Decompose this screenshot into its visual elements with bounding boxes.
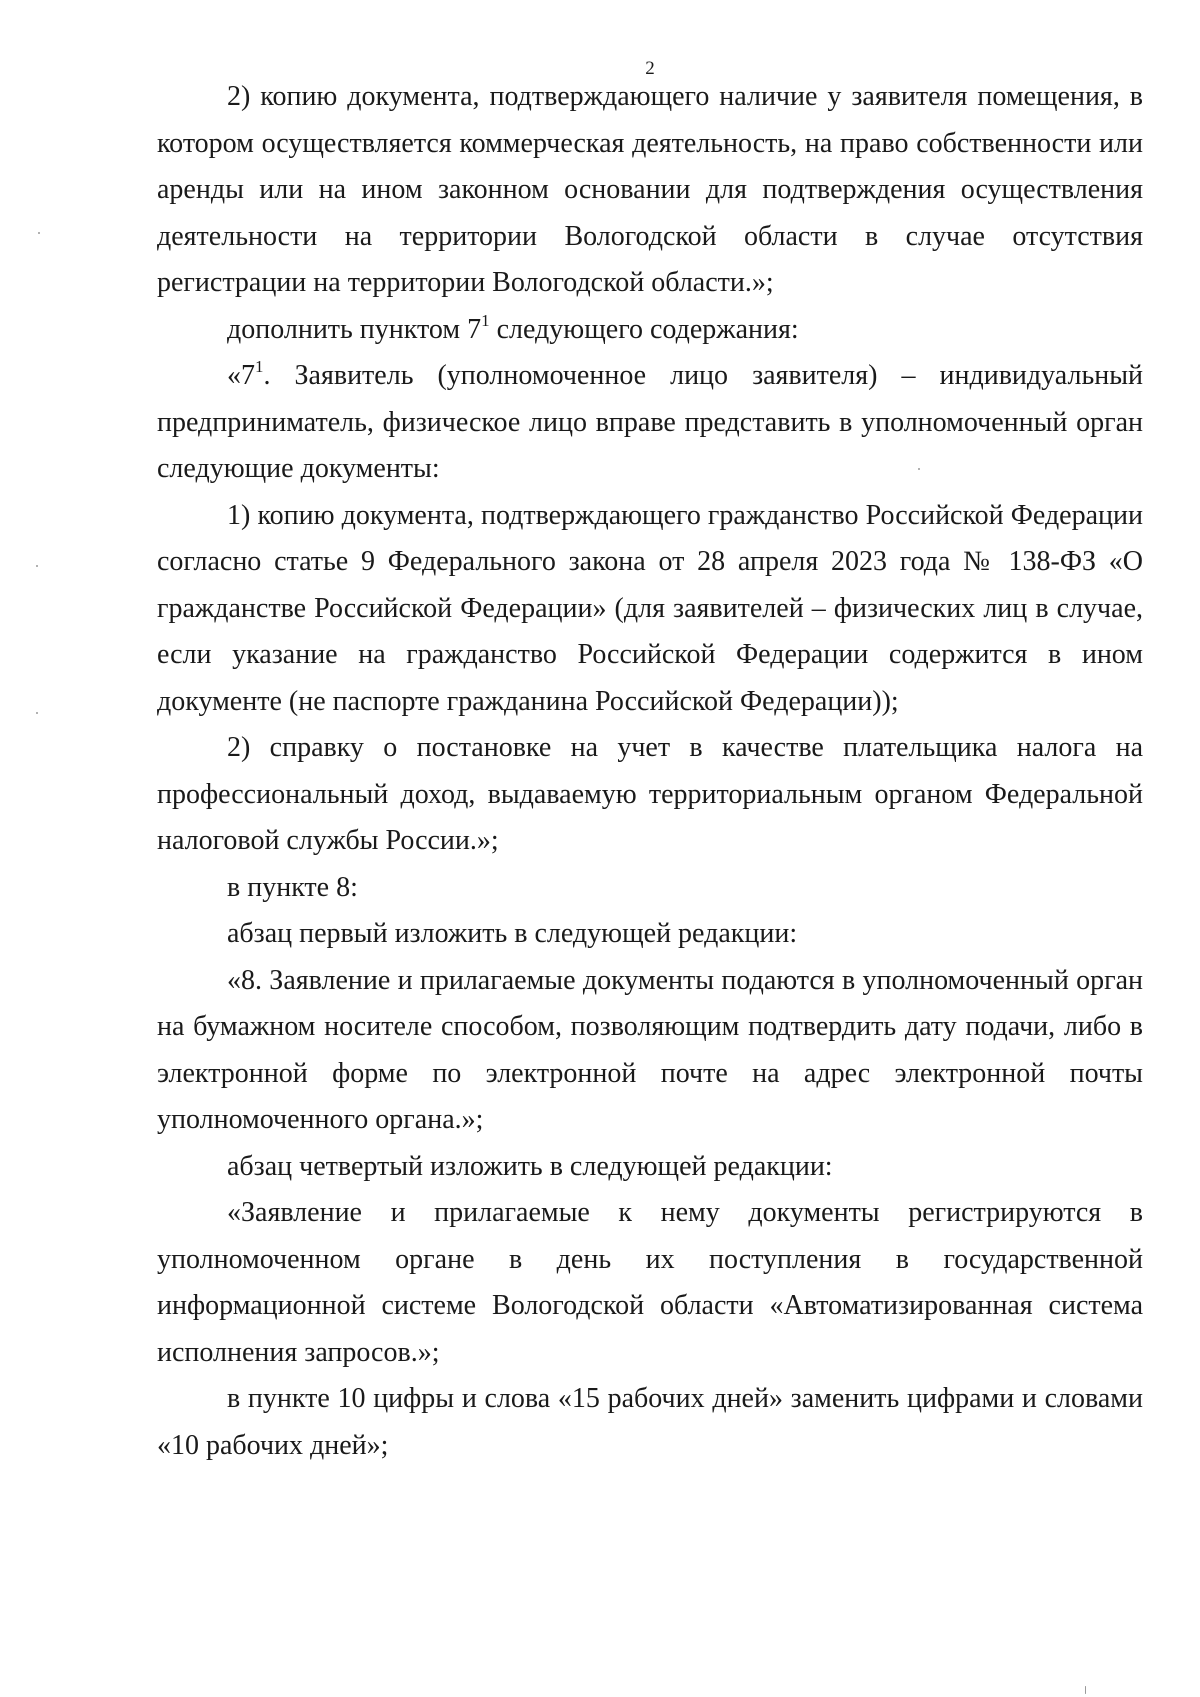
paragraph-point-10: в пункте 10 цифры и слова «15 рабочих дней» заменить цифрами и словами «10 рабочих дней»; xyxy=(157,1383,1143,1461)
paragraph-item-2-premises-document: 2) копию документа, подтверждающего наличие у заявителя помещения, в котором осуществляется коммерческая деятельность, на право собственности или аренды или на ином законном основании для подтверждения осуществления деятельности на территории Вологодской области в случае отсутствия регистрации на территории Вологодской области.»; xyxy=(157,81,1143,298)
document-body xyxy=(157,74,1143,1469)
paragraph-fourth-abzac: абзац четвертый изложить в следующей редакции: xyxy=(227,1150,833,1182)
paragraph-item-1-citizenship: 1) копию документа, подтверждающего гражданство Российской Федерации согласно статье 9 Федерального закона от 28 апреля 2023 года № 138-ФЗ «О гражданстве Российской Федерации» (для заявителей – физических лиц в случае, если указание на гражданство Российской Федерации содержится в ином документе (не паспорте гражданина Российской Федерации)); xyxy=(157,499,1143,717)
scan-speck xyxy=(38,232,40,234)
superscript: 1 xyxy=(255,357,264,376)
paragraph-add-point-7-1 xyxy=(157,307,1143,354)
paragraph-point-7-1 xyxy=(157,353,1143,493)
paragraph-text-before: «7 xyxy=(227,360,255,391)
paragraph-item-2-tax-certificate: 2) справку о постановке на учет в качестве плательщика налога на профессиональный доход, выдаваемую территориальным органом Федеральной налоговой службы России.»; xyxy=(157,732,1143,856)
page-number: 2 xyxy=(645,58,655,79)
scan-speck xyxy=(36,565,38,567)
scan-speck xyxy=(1085,1686,1086,1694)
paragraph-text-after: следующего содержания: xyxy=(489,313,799,345)
scan-speck xyxy=(918,468,920,470)
paragraph-text-after: . Заявитель (уполномоченное лицо заявителя) – индивидуальный предприниматель, физическое лицо вправе представить в уполномоченный орган следующие документы: xyxy=(157,360,1143,484)
paragraph-first-abzac: абзац первый изложить в следующей редакции: xyxy=(227,918,798,949)
paragraph-in-point-8: в пункте 8: xyxy=(227,871,358,903)
paragraph-point-8-text: «8. Заявление и прилагаемые документы подаются в уполномоченный орган на бумажном носителе способом, позволяющим подтвердить дату подачи, либо в электронной форме по электронной почте на адрес электронной почты уполномоченного органа.»; xyxy=(157,964,1143,1135)
paragraph-text-before: дополнить пунктом 7 xyxy=(227,313,482,345)
superscript: 1 xyxy=(481,310,490,330)
paragraph-registration: «Заявление и прилагаемые к нему документы регистрируются в уполномоченном органе в день их поступления в государственной информационной системе Вологодской области «Автоматизированная система исполнения запросов.»; xyxy=(157,1197,1143,1368)
scan-speck xyxy=(36,712,38,714)
